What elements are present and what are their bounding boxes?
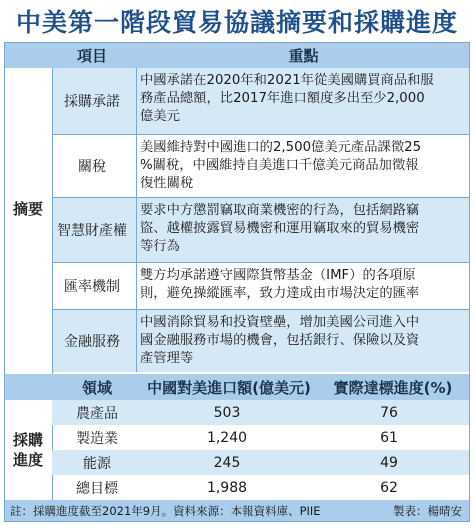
summary-item-label: 關稅 — [78, 159, 106, 175]
progress-section-label — [4, 400, 52, 500]
description-line: 盜、越權披露貿易機密和運用竊取來的貿易機密 — [140, 221, 420, 236]
description-line: 國金融服務市場的機會，包括銀行、保險以及資 — [140, 333, 420, 348]
description-line: 中國消除貿易和投資壁壘，增加美國公司進入中 — [140, 315, 420, 330]
progress-row — [52, 475, 470, 500]
summary-description — [140, 72, 467, 126]
import-cell: 1,240 — [206, 429, 248, 446]
page-title: 中美第一階段貿易協議摘要和採購進度 — [15, 8, 458, 37]
description-line: 中國承諾在2020年和2021年從美國購買商品和服 — [140, 73, 434, 88]
summary-row — [52, 135, 470, 197]
field-cell: 能源 — [83, 455, 111, 472]
header-field: 領域 — [81, 378, 112, 397]
import-cell: 503 — [213, 404, 241, 421]
progress-cell: 61 — [380, 429, 398, 446]
progress-row — [52, 400, 470, 425]
import-cell: 245 — [213, 454, 241, 471]
footer-bar — [4, 500, 470, 522]
progress-cell: 76 — [380, 404, 398, 421]
field-cell: 農產品 — [76, 405, 118, 422]
description-line: 要求中方懲罰竊取商業機密的行為，包括網路竊 — [140, 203, 420, 218]
summary-section-label: 摘要 — [4, 68, 52, 348]
description-line: 雙方均承諾遵守國際貨幣基金（IMF）的各項原 — [140, 268, 416, 283]
header-item: 項目 — [76, 46, 107, 65]
progress-row — [52, 450, 470, 475]
summary-item-label: 採購承諾 — [64, 94, 120, 110]
description-line: %關稅，中國維持自美進口千億美元商品加徵報 — [140, 158, 419, 173]
description-line: 復性關稅 — [140, 176, 194, 191]
progress-cell: 62 — [380, 479, 398, 496]
summary-item-label: 匯率機制 — [64, 279, 120, 295]
header-import: 中國對美進口額(億美元) — [147, 378, 311, 397]
summary-description — [140, 267, 467, 303]
summary-row — [52, 263, 470, 309]
source-note: 註：採購進度截至2021年9月。資料來源：本報資料庫、PIIE — [10, 504, 321, 518]
description-line: 務產品總額，比2017年進口額度多出至少2,000 — [140, 91, 425, 106]
description-line: 產管理等 — [140, 351, 194, 366]
progress-cell: 49 — [380, 454, 398, 471]
header-key: 重點 — [288, 46, 319, 65]
summary-row — [52, 68, 470, 134]
summary-description — [140, 202, 467, 256]
summary-row — [52, 198, 470, 262]
progress-header — [4, 374, 470, 400]
column-divider — [136, 68, 137, 372]
summary-description — [140, 314, 467, 368]
credit-text: 製表：楊晴安 — [393, 504, 462, 518]
summary-description — [140, 139, 467, 193]
header-progress: 實際達標進度(%) — [333, 378, 453, 397]
import-cell: 1,988 — [206, 479, 248, 496]
summary-item-label: 金融服務 — [64, 334, 120, 350]
summary-header — [4, 42, 470, 68]
field-cell: 總目標 — [76, 480, 118, 497]
description-line: 等行為 — [140, 239, 180, 254]
field-cell: 製造業 — [76, 430, 118, 447]
summary-row — [52, 310, 470, 372]
description-line: 則，避免操縱匯率，致力達成由市場決定的匯率 — [140, 286, 420, 301]
description-line: 美國維持對中國進口的2,500億美元產品課徵25 — [140, 140, 422, 155]
progress-label-text: 採購進度 — [12, 431, 43, 469]
summary-item-label: 智慧財產權 — [57, 223, 127, 239]
description-line: 億美元 — [140, 109, 180, 124]
progress-row — [52, 425, 470, 450]
